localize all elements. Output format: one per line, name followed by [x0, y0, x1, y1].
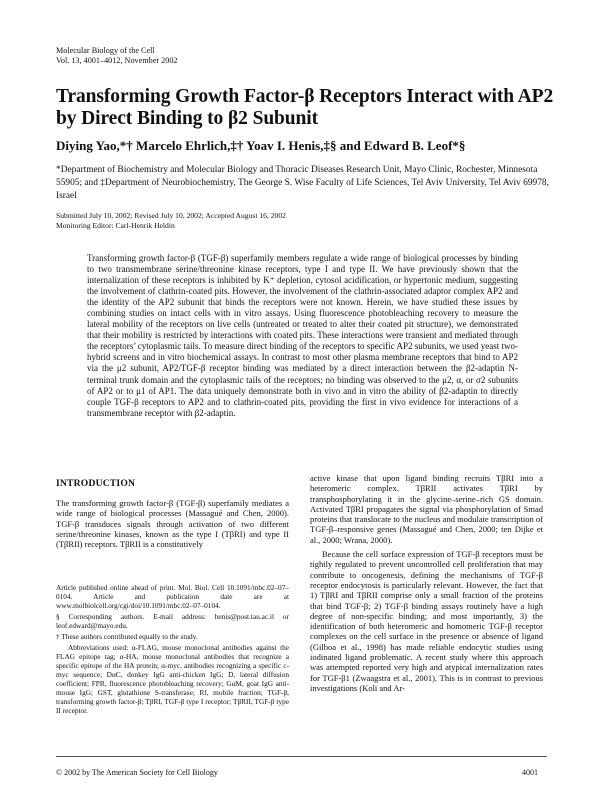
journal-header [56, 46, 178, 66]
page-number: 4001 [522, 768, 538, 777]
submission-dates [56, 211, 556, 230]
author-list: Diying Yao,*† Marcelo Ehrlich,‡† Yoav I. Henis,‡§ and Edward B. Leof*§ [56, 138, 466, 153]
footnote-corresponding: § Corresponding authors. E-mail address: henis@post.tau.ac.il or leof.edward@mayo.edu. [56, 612, 289, 630]
intro-paragraph-right-1: active kinase that upon ligand binding recruits TβRI into a heteromeric complex. TβRII activates TβRI by transphosphorylating it in the glycine–serine–rich GS domain. Activated TβRI propagates the signal via phosphorylation of Smad proteins that translocate to the nucleus and modulate transcription of TGF-β–responsive genes (Massagué and Chen, 2000; ten Dijke et al., 2000; Wrana, 2000). [310, 473, 543, 545]
submitted-line: Submitted July 10, 2002; Revised July 10, 2002; Accepted August 16, 2002 [56, 211, 286, 220]
footnote-article: Article published online ahead of print. Mol. Biol. Cell 10.1091/mbc.02–07–0104. Article and publication date are at www.molbiolcell.org/cgi/doi/10.1091/mbc.02–07–0104. [56, 583, 289, 610]
abstract: Transforming growth factor-β (TGF-β) superfamily members regulate a wide range of biological processes by binding to two transmembrane serine/threonine kinase receptors, type I and type II. We have previously shown that the internalization of these receptors is inhibited by K⁺ depletion, cytosol acidification, or hypertonic medium, suggesting the involvement of clathrin-coated pits. However, the involvement of the clathrin-associated adaptor complex AP2 and the identity of the AP2 subunit that binds the receptors were not known. Herein, we have studied these issues by combining studies on intact cells with in vitro assays. Using fluorescence photobleaching recovery to measure the lateral mobility of the receptors on live cells (untreated or treated to alter their coated pit structure), we demonstrated that their mobility is restricted by interactions with coated pits. These interactions were transient and mediated through the receptors’ cytoplasmic tails. To measure direct binding of the receptors to specific AP2 subunits, we used yeast two-hybrid screens and in vitro biochemical assays. In contrast to most other plasma membrane receptors that bind to AP2 via the μ2 subunit, AP2/TGF-β receptor binding was mediated by a direct interaction between the β2-adaptin N-terminal trunk domain and the cytoplasmic tails of the receptors; no binding was observed to the μ2, α, or σ2 subunits of AP2 or to μ1 of AP1. The data uniquely demonstrate both in vivo and in vitro the ability of β2-adaptin to directly couple TGF-β receptors to AP2 and to clathrin-coated pits, providing the first in vivo evidence for interactions of a transmembrane receptor with β2-adaptin. [87, 253, 518, 418]
footnote-abbreviations: Abbreviations used: α-FLAG, mouse monoclonal antibodies against the FLAG epitope tag; α-HA, mouse monoclonal antibodies that recognize a specific epitope of the HA protein; α-myc, antibodies recognizing a specific c-myc sequence; DαC, donkey IgG anti-chicken IgG; D, lateral diffusion coefficient; FPR, fluorescence photobleaching recovery; GαM, goat IgG anti-mouse IgG; GST, glutathione S-transferase; Rf, mobile fraction; TGF-β, transforming growth factor-β; TβRI, TGF-β type I receptor; TβRII, TGF-β type II receptor. [56, 643, 289, 715]
right-column [310, 473, 543, 693]
footnotes [56, 583, 289, 717]
intro-paragraph-left: The transforming growth factor-β (TGF-β) superfamily mediates a wide range of biological processes (Massagué and Chen, 2000). TGF-β transduces signals through activation of two different serine/threonine kinases, known as the type I (TβRI) and type II (TβRII) receptors. TβRII is a constitutively [56, 498, 289, 550]
journal-volume: Vol. 13, 4001–4012, November 2002 [56, 56, 178, 65]
footnote-equal-contribution: † These authors contributed equally to the study. [56, 632, 198, 641]
article-title: Transforming Growth Factor-β Receptors Interact with AP2 by Direct Binding to β2 Subunit [56, 86, 554, 129]
journal-name: Molecular Biology of the Cell [56, 46, 155, 55]
affiliations: *Department of Biochemistry and Molecular Biology and Thoracic Diseases Research Unit, Mayo Clinic, Rochester, Minnesota 55905; and ‡Department of Neurobiochemistry, The George S. Wise Faculty of Life Sciences, Tel Aviv University, Tel Aviv 69978, Israel [56, 165, 549, 201]
intro-paragraph-right-2: Because the cell surface expression of TGF-β receptors must be tightly regulated to prevent uncontrolled cell proliferation that may contribute to oncogenesis, defining the mechanisms of TGF-β receptor endocytosis is particularly relevant. However, the fact that 1) TβRI and TβRII comprise only a small fraction of the proteins that bind TGF-β; 2) TGF-β binding assays routinely have a high degree of non-specific binding; and most importantly, 3) the identification of both heteromeric and homomeric TGF-β receptor complexes on the cell surface in the presence or absence of ligand (Gilboa et al., 1998) has made reliable endocytic studies using iodinated ligand problematic. A recent study where this approach was attempted reported very high and atypical internalization rates for TGF-β1 (Zwaagstra et al., 2001). This is in contrast to previous investigations (Koli and Ar- [310, 549, 543, 693]
monitoring-editor: Monitoring Editor: Carl-Henrik Heldin [56, 220, 175, 230]
section-heading-introduction: INTRODUCTION [56, 478, 136, 489]
left-column [56, 478, 289, 549]
copyright-notice: © 2002 by The American Society for Cell Biology [56, 768, 218, 777]
footer-divider [56, 756, 547, 757]
